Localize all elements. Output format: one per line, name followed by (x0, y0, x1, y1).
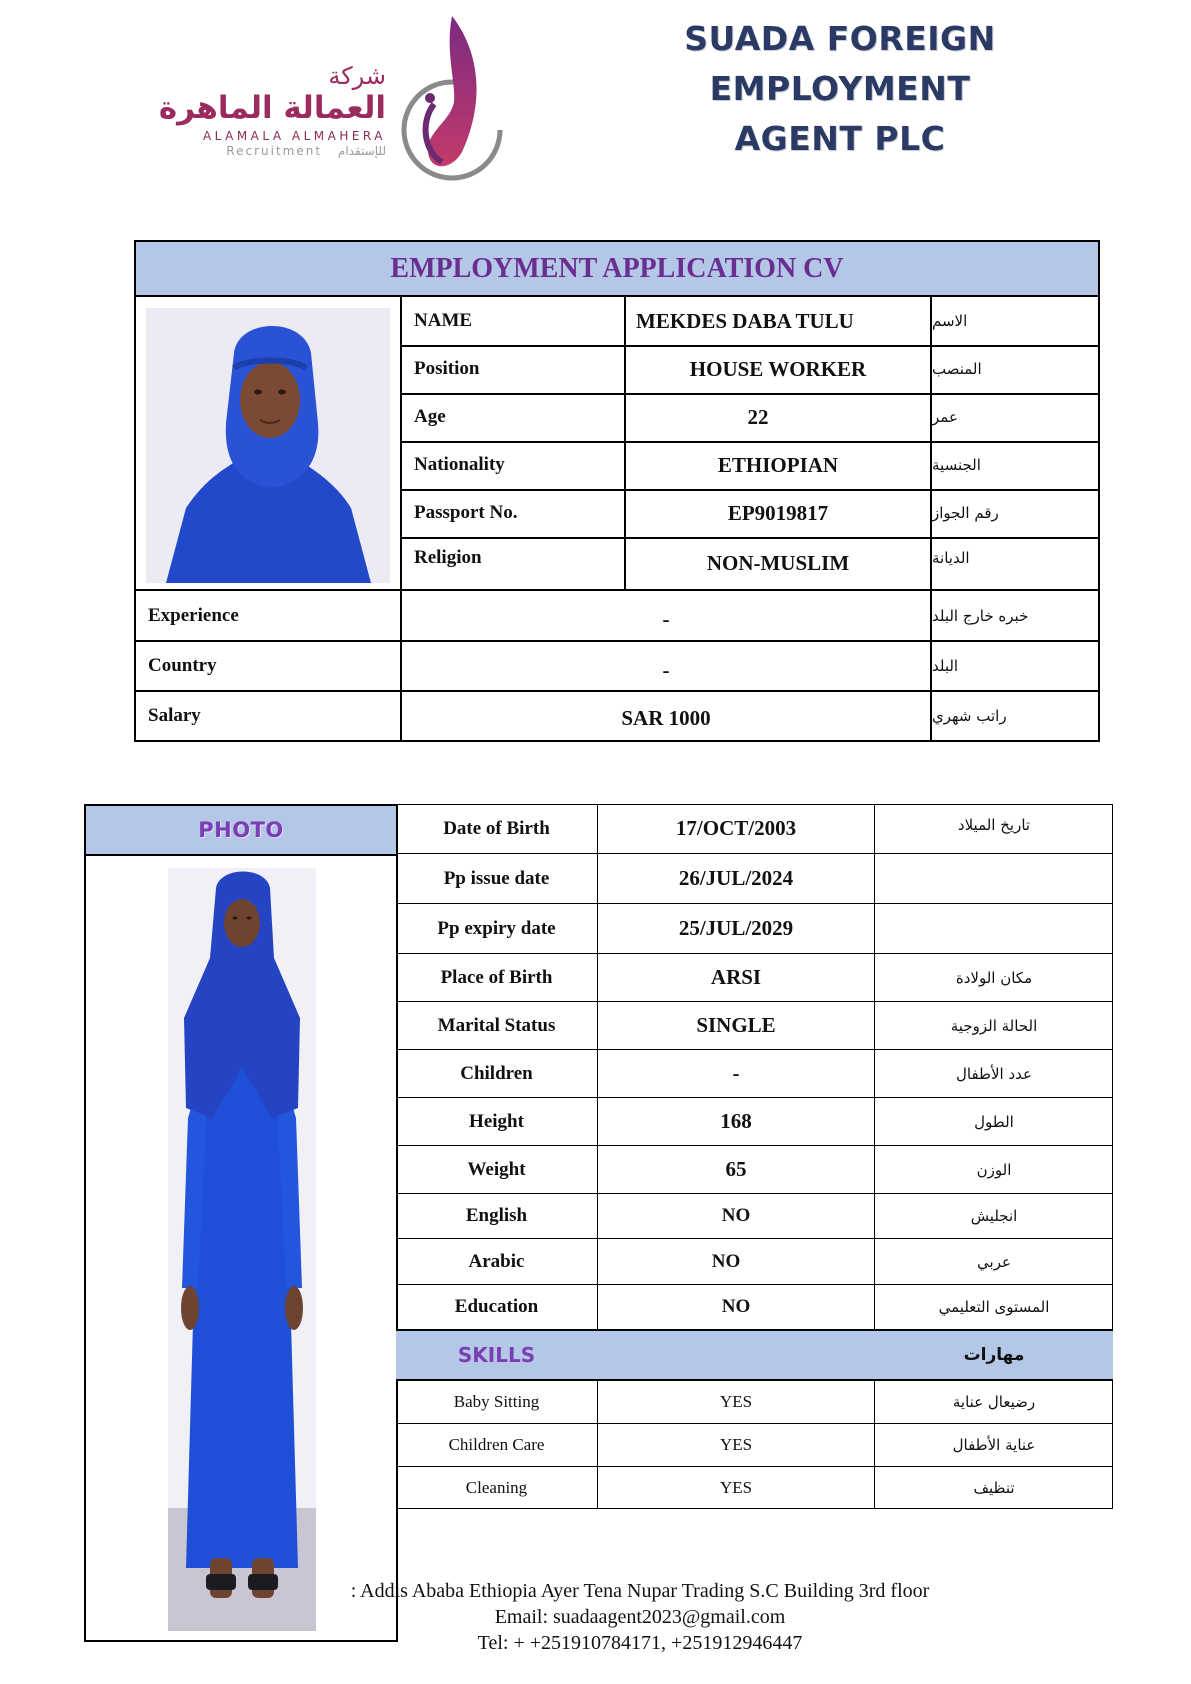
footer-email: Email: suadaagent2023@gmail.com (494, 1606, 786, 1628)
field-value: ETHIOPIAN (717, 452, 839, 477)
skill-row (396, 1467, 1113, 1509)
skill-value: YES (719, 1435, 753, 1454)
field-label: Passport No. (414, 502, 518, 523)
field-label-arabic: رقم الجواز (932, 504, 999, 522)
table-row (396, 1146, 1113, 1194)
field-label: Place of Birth (440, 966, 553, 988)
field-label-arabic: عمر (932, 408, 958, 426)
company-logo (150, 12, 510, 197)
skill-label-arabic: تنظيف (973, 1479, 1015, 1497)
skill-label-arabic: عناية الأطفال (952, 1436, 1036, 1454)
field-label-arabic: عربي (977, 1252, 1011, 1271)
table-row (396, 954, 1113, 1002)
cv-title: EMPLOYMENT APPLICATION CV (136, 242, 1098, 297)
field-label: Age (414, 406, 446, 427)
footer-address: : Addis Ababa Ethiopia Ayer Tena Nupar Trading S.C Building 3rd floor (350, 1580, 930, 1602)
field-label-arabic: الحالة الزوجية (950, 1016, 1038, 1035)
field-value: NO (711, 1250, 741, 1272)
field-label: English (465, 1205, 528, 1226)
field-value: SAR 1000 (621, 705, 711, 730)
field-value: MEKDES DABA TULU (636, 308, 854, 333)
field-label: Weight (467, 1158, 526, 1180)
field-label-arabic: الديانة (932, 549, 970, 567)
field-value: NO (721, 1205, 751, 1226)
field-label-arabic: راتب شهري (932, 707, 1007, 725)
company-name (560, 14, 1120, 164)
field-value: SINGLE (696, 1013, 776, 1037)
skill-row (396, 1381, 1113, 1424)
field-label: Country (148, 655, 217, 676)
table-row (396, 1002, 1113, 1050)
field-label-arabic: المستوى التعليمي (938, 1298, 1050, 1316)
field-label-arabic (875, 854, 1113, 903)
field-label: Pp expiry date (437, 917, 556, 939)
field-value: 17/OCT/2003 (675, 816, 797, 840)
full-photo-panel (84, 804, 398, 1642)
skill-row (396, 1424, 1113, 1467)
skill-label-arabic: رضيعال عناية (952, 1393, 1036, 1411)
table-row (396, 1098, 1113, 1146)
field-label: Religion (414, 547, 482, 568)
field-label-arabic: الاسم (932, 312, 968, 330)
field-value: EP9019817 (727, 500, 829, 525)
logo-emblem-icon (390, 12, 510, 192)
logo-sub-en: Recruitment (226, 144, 323, 159)
field-label: Arabic (468, 1250, 525, 1272)
field-label: Nationality (414, 454, 505, 475)
field-value: - (662, 607, 670, 631)
footer-contact (300, 1578, 980, 1656)
field-label: Salary (148, 705, 201, 726)
logo-english: ALAMALA ALMAHERA (202, 129, 386, 144)
field-label-arabic: الجنسية (932, 456, 981, 474)
field-value: 22 (747, 404, 769, 429)
field-label-arabic: انجليش (970, 1207, 1018, 1225)
logo-arabic-line1: شركة (328, 62, 386, 90)
details-table (396, 804, 1113, 1509)
field-label: Marital Status (437, 1014, 556, 1036)
field-label: Education (454, 1296, 539, 1317)
field-value: 65 (725, 1157, 747, 1181)
logo-subtitle (150, 144, 386, 158)
skills-header-blank (598, 1331, 874, 1379)
field-label-arabic: تاريخ الميلاد (957, 816, 1031, 834)
field-value: 25/JUL/2029 (678, 916, 794, 940)
company-name-line2: AGENT PLC (734, 119, 946, 158)
table-row (396, 904, 1113, 954)
table-row (396, 804, 1113, 854)
field-label: NAME (414, 310, 473, 331)
table-row (396, 1050, 1113, 1098)
field-value: HOUSE WORKER (689, 356, 867, 381)
logo-sub-ar: للإستقدام (337, 144, 386, 159)
field-value: NON-MUSLIM (706, 550, 850, 575)
field-label-arabic: مكان الولادة (955, 968, 1033, 987)
field-value: - (732, 1061, 740, 1085)
field-label-arabic: خبره خارج البلد (932, 606, 1029, 625)
table-row (396, 1194, 1113, 1239)
field-label-arabic: عدد الأطفال (956, 1064, 1032, 1083)
table-row (396, 1285, 1113, 1331)
field-value: NO (721, 1296, 751, 1317)
skills-header-row (396, 1331, 1113, 1381)
field-label-arabic: الوزن (976, 1160, 1012, 1179)
field-label-arabic: الطول (974, 1112, 1014, 1131)
cv-summary-table (134, 240, 1100, 742)
skill-label: Baby Sitting (453, 1392, 540, 1411)
field-value: ARSI (710, 965, 762, 989)
field-value: - (662, 657, 670, 682)
skill-label: Cleaning (465, 1478, 528, 1497)
skill-label: Children Care (448, 1435, 545, 1454)
field-label: Children (460, 1062, 533, 1084)
logo-arabic-line2: العمالة الماهرة (158, 90, 386, 126)
field-label: Pp issue date (443, 867, 550, 889)
field-label-arabic: المنصب (932, 360, 982, 378)
field-value: 168 (720, 1109, 752, 1133)
field-label-arabic (875, 904, 1113, 953)
skill-value: YES (719, 1392, 753, 1411)
table-row (396, 1239, 1113, 1285)
field-label: Height (469, 1110, 524, 1132)
field-label: Position (414, 358, 480, 379)
full-body-photo (168, 868, 316, 1631)
skills-header: SKILLS (457, 1343, 536, 1367)
logo-wordmark (150, 64, 386, 158)
table-row (396, 854, 1113, 904)
field-value: 26/JUL/2024 (678, 866, 794, 890)
photo-header: PHOTO (86, 806, 396, 856)
portrait-photo (146, 308, 390, 583)
skill-value: YES (719, 1478, 753, 1497)
skills-header-arabic: مهارات (963, 1345, 1025, 1365)
footer-phone: Tel: + +251910784171, +251912946447 (477, 1632, 803, 1654)
company-name-line1: SUADA FOREIGN EMPLOYMENT (684, 19, 996, 108)
field-label: Date of Birth (443, 817, 550, 839)
field-label-arabic: البلد (932, 657, 959, 675)
field-label: Experience (148, 604, 239, 626)
